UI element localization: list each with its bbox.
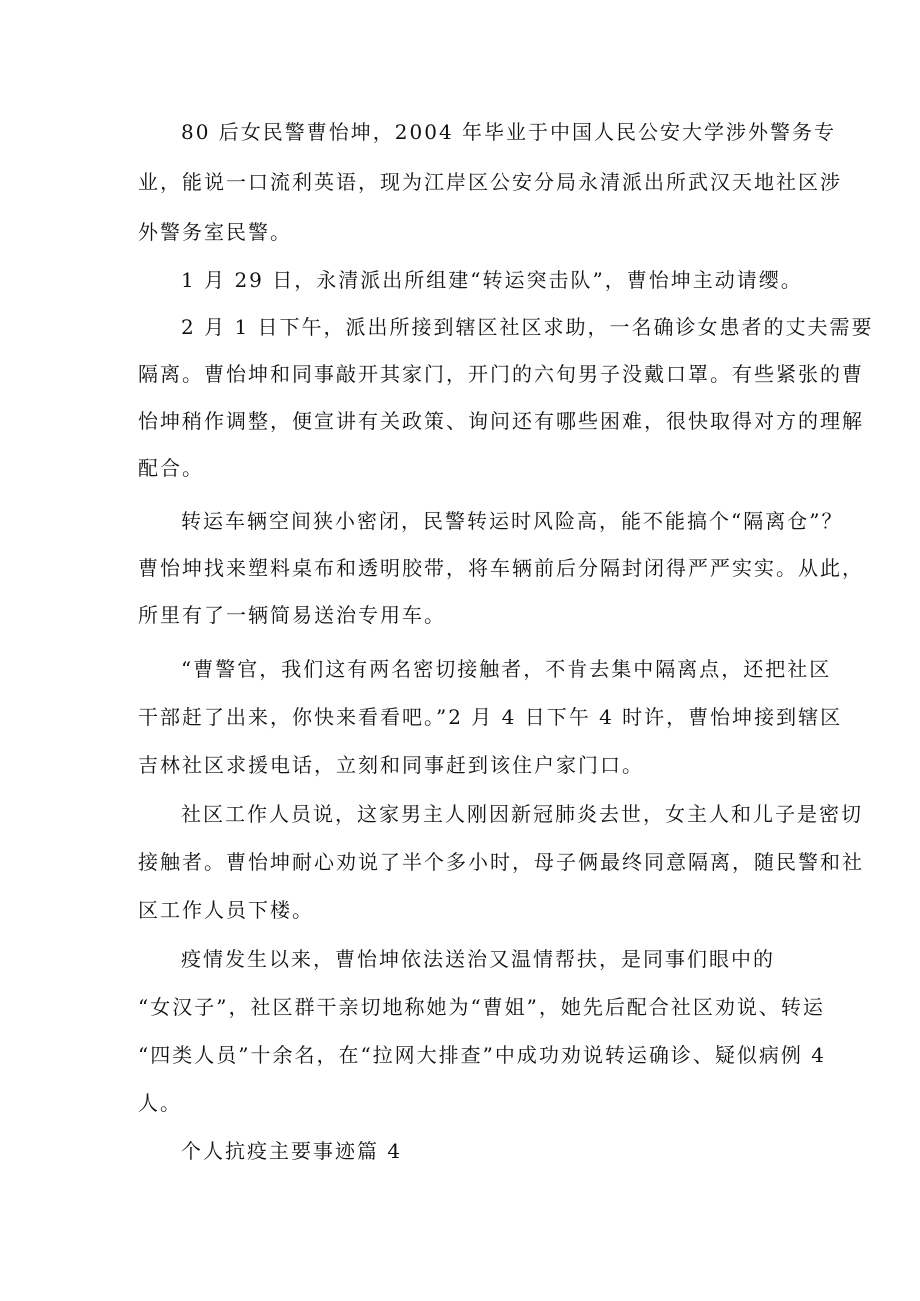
paragraph-7-line-2: “女汉子”，社区群干亲切地称她为“曹姐”，她先后配合社区劝说、转运 <box>138 995 825 1019</box>
paragraph-1-line-3: 外警务室民警。 <box>138 220 292 244</box>
paragraph-5-line-1: “曹警官，我们这有两名密切接触者，不肯去集中隔离点，还把社区 <box>181 657 832 681</box>
paragraph-3-line-3: 怡坤稍作调整，便宣讲有关政策、询问还有哪些困难，很快取得对方的理解 <box>138 409 864 433</box>
section-heading: 个人抗疫主要事迹篇 4 <box>181 1139 403 1163</box>
paragraph-6-line-1: 社区工作人员说，这家男主人刚因新冠肺炎去世，女主人和儿子是密切 <box>181 802 863 826</box>
paragraph-1-line-2: 业，能说一口流利英语，现为江岸区公安分局永清派出所武汉天地社区涉 <box>138 170 842 194</box>
paragraph-3-line-4: 配合。 <box>138 456 204 480</box>
paragraph-7-line-3: “四类人员”十余名，在“拉网大排查”中成功劝说转运确诊、疑似病例 4 <box>138 1043 826 1067</box>
paragraph-5-line-2: 干部赶了出来，你快来看看吧。”2 月 4 日下午 4 时许，曹怡坤接到辖区 <box>138 705 843 729</box>
paragraph-4-line-3: 所里有了一辆简易送治专用车。 <box>138 603 446 627</box>
paragraph-3-line-1: 2 月 1 日下午，派出所接到辖区社区求助，一名确诊女患者的丈夫需要 <box>181 315 874 339</box>
paragraph-5-line-3: 吉林社区求援电话，立刻和同事赶到该住户家门口。 <box>138 753 644 777</box>
paragraph-1-line-1: 80 后女民警曹怡坤，2004 年毕业于中国人民公安大学涉外警务专 <box>181 120 837 144</box>
paragraph-6-line-2: 接触者。曹怡坤耐心劝说了半个多小时，母子俩最终同意隔离，随民警和社 <box>138 850 864 874</box>
paragraph-7-line-4: 人。 <box>138 1091 182 1115</box>
paragraph-2-line-1: 1 月 29 日，永清派出所组建“转运突击队”，曹怡坤主动请缨。 <box>181 268 803 292</box>
paragraph-3-line-2: 隔离。曹怡坤和同事敲开其家门，开门的六旬男子没戴口罩。有些紧张的曹 <box>138 362 864 386</box>
paragraph-4-line-2: 曹怡坤找来塑料桌布和透明胶带，将车辆前后分隔封闭得严严实实。从此， <box>138 556 864 580</box>
paragraph-6-line-3: 区工作人员下楼。 <box>138 898 314 922</box>
paragraph-4-line-1: 转运车辆空间狭小密闭，民警转运时风险高，能不能搞个“隔离仓”？ <box>181 509 844 533</box>
paragraph-7-line-1: 疫情发生以来，曹怡坤依法送治又温情帮扶，是同事们眼中的 <box>181 947 775 971</box>
